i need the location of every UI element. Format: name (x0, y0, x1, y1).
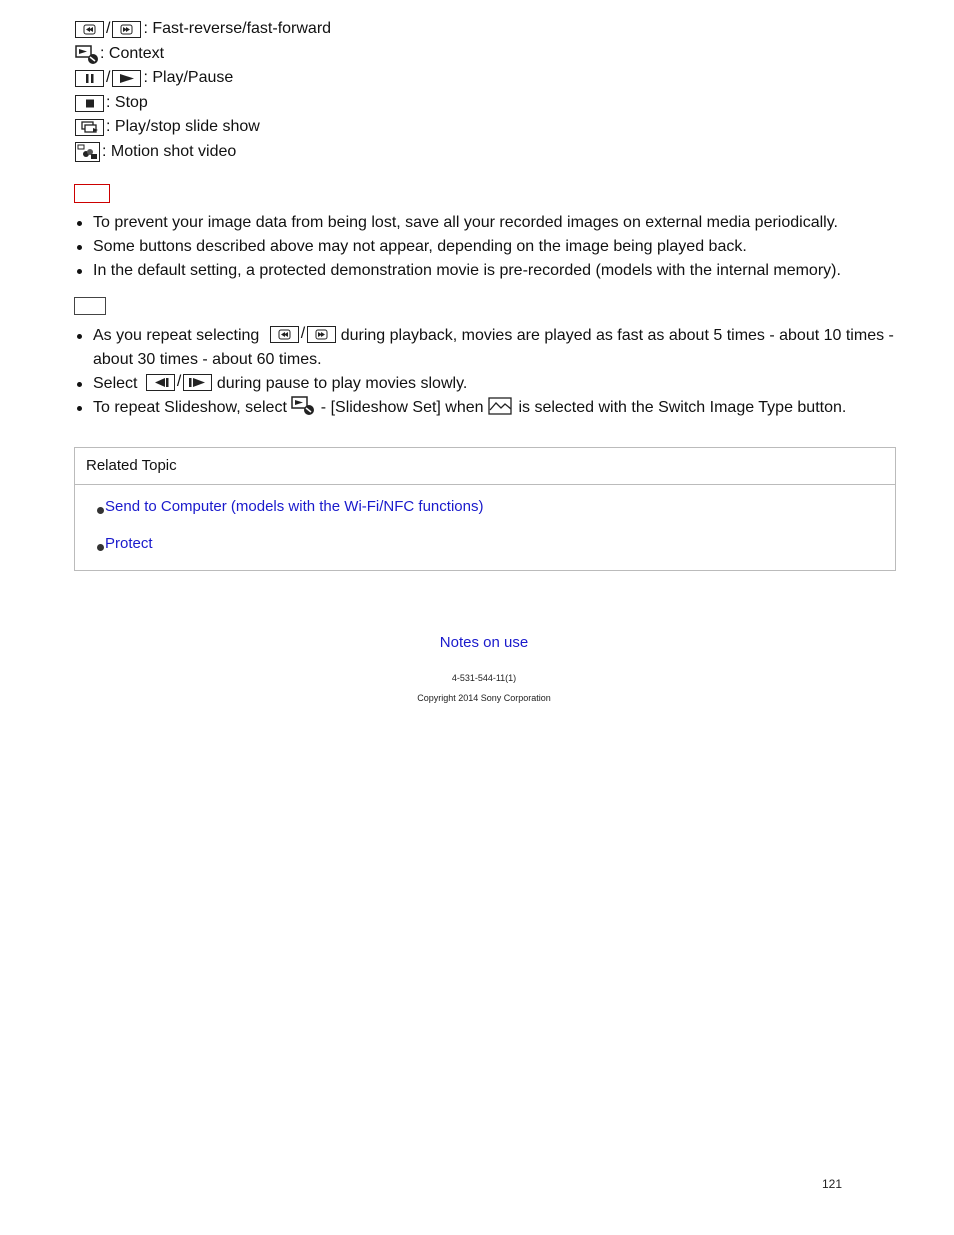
fast-forward-icon (307, 326, 336, 343)
related-link-send-to-computer[interactable] (97, 498, 483, 515)
legend-label: : Stop (106, 94, 148, 111)
legend-context (75, 44, 164, 64)
hint-text: Select (93, 375, 138, 393)
fast-reverse-icon (270, 326, 299, 343)
bullet-icon (97, 544, 104, 551)
context-icon (291, 396, 316, 416)
hint-text: during playback, movies are played as fast as about 5 times - about 10 times - about 30 times - about 60 times. (93, 327, 894, 369)
related-link-label[interactable]: Protect (105, 535, 153, 552)
legend-label: : Context (100, 45, 165, 62)
slideshow-icon (75, 119, 104, 136)
fast-reverse-icon (75, 21, 104, 38)
motion-shot-icon (75, 142, 100, 162)
inline-icons (270, 322, 336, 346)
legend-label: : Motion shot video (102, 143, 237, 160)
separator: / (106, 69, 111, 86)
note-flag (74, 184, 110, 203)
list-item: To prevent your image data from being lost, save all your recorded images on external media periodically. (75, 211, 895, 235)
hint-text: is selected with the Switch Image Type button. (518, 399, 847, 417)
stop-icon (75, 95, 104, 112)
related-topic-box (74, 447, 896, 571)
list-item (75, 372, 895, 396)
page-number: 121 (821, 1177, 843, 1191)
copyright: Copyright 2014 Sony Corporation (417, 693, 551, 703)
separator: / (300, 325, 306, 342)
legend-label: : Fast-reverse/fast-forward (143, 20, 332, 37)
legend-slideshow (75, 117, 260, 137)
legend-label: : Play/Pause (143, 69, 234, 86)
hint-text: To repeat Slideshow, select (93, 399, 287, 417)
hint-text: during pause to play movies slowly. (216, 375, 468, 393)
legend-stop (75, 93, 148, 113)
document-code: 4-531-544-11(1) (451, 673, 517, 683)
notes-on-use-link[interactable]: Notes on use (439, 634, 529, 651)
slow-forward-icon (183, 374, 212, 391)
related-link-protect[interactable] (97, 535, 153, 552)
separator: / (106, 20, 111, 37)
notes-list (75, 211, 895, 283)
play-icon (112, 70, 141, 87)
hint-text: - [Slideshow Set] when (320, 399, 484, 417)
slow-reverse-icon (146, 374, 175, 391)
list-item (75, 324, 895, 372)
legend-fast-reverse-forward (75, 19, 331, 39)
hint-flag (74, 297, 106, 315)
list-item: In the default setting, a protected demonstration movie is pre-recorded (models with the internal memory). (75, 259, 895, 283)
list-item (75, 396, 895, 420)
bullet-icon (97, 507, 104, 514)
related-link-label[interactable]: Send to Computer (models with the Wi-Fi/NFC functions) (105, 498, 484, 515)
separator: / (176, 373, 182, 391)
legend-play-pause (75, 68, 233, 88)
hints-list (75, 324, 895, 420)
hint-text: As you repeat selecting (93, 327, 260, 345)
image-type-icon (488, 396, 514, 416)
list-item: Some buttons described above may not appear, depending on the image being played back. (75, 235, 895, 259)
context-icon (75, 44, 100, 64)
legend-motion-shot (75, 142, 236, 162)
fast-forward-icon (112, 21, 141, 38)
legend-label: : Play/stop slide show (106, 118, 260, 135)
related-topic-title: Related Topic (75, 448, 895, 485)
inline-icons (146, 370, 212, 394)
pause-icon (75, 70, 104, 87)
